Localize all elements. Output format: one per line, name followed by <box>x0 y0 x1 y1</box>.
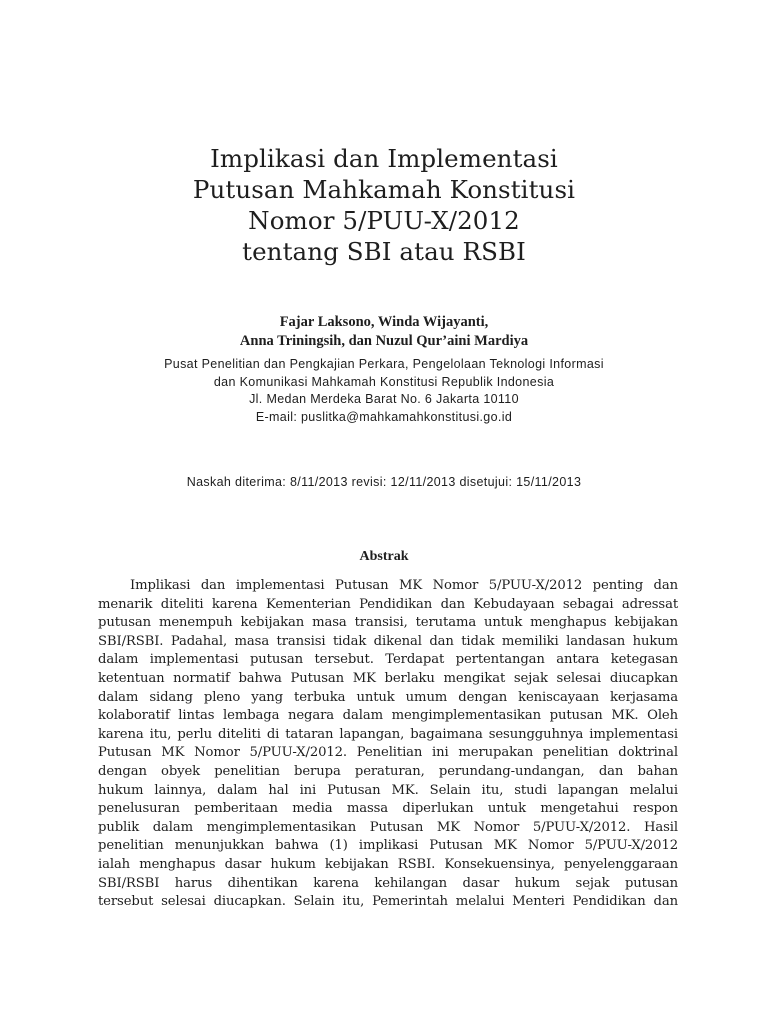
abstract-line: SBI/RSBI. Padahal, masa transisi tidak dikenal dan tidak memiliki landasan hukum <box>98 633 678 649</box>
abstract-line: kolaboratif lintas lembaga negara dalam mengimplementasikan putusan MK. Oleh <box>98 708 678 724</box>
abstract-line: dalam implementasi putusan tersebut. Terdapat pertentangan antara ketegasan <box>98 652 678 668</box>
author-list <box>84 313 684 351</box>
abstract-line: menarik diteliti karena Kementerian Pendidikan dan Kebudayaan sebagai adressat <box>98 596 678 612</box>
article-title <box>84 143 684 267</box>
abstract-line: karena itu, perlu diteliti di tataran lapangan, bagaimana sesungguhnya implementasi <box>98 726 678 742</box>
title-line: tentang SBI atau RSBI <box>242 237 526 266</box>
abstract-line: publik dalam mengimplementasikan Putusan MK Nomor 5/PUU-X/2012. Hasil <box>98 819 678 835</box>
abstract-heading: Abstrak <box>359 549 409 564</box>
abstract-line: Putusan MK Nomor 5/PUU-X/2012. Penelitian ini merupakan penelitian doktrinal <box>98 745 678 761</box>
author-line: Anna Triningsih, dan Nuzul Qur’aini Mardiya <box>239 333 529 349</box>
abstract-line: hukum lainnya, dalam hal ini Putusan MK. Selain itu, studi lapangan melalui <box>98 782 678 798</box>
abstract-line: penelusuran pemberitaan media massa diperlukan untuk mengetahui respon <box>98 801 678 817</box>
affiliation-line: dan Komunikasi Mahkamah Konstitusi Republik Indonesia <box>213 374 555 389</box>
abstract-line: ialah menghapus dasar hukum kebijakan RSBI. Konsekuensinya, penyelenggaraan <box>98 856 678 872</box>
address-line: Jl. Medan Merdeka Barat No. 6 Jakarta 10110 <box>249 392 519 406</box>
abstract-line: dalam sidang pleno yang terbuka untuk umum dengan keniscayaan kerjasama <box>98 689 678 705</box>
abstract-line: dengan obyek penelitian berupa peraturan, perundang-undangan, dan bahan <box>98 763 678 779</box>
abstract-text <box>98 577 678 912</box>
title-line: Nomor 5/PUU-X/2012 <box>248 206 520 235</box>
abstract-line: Implikasi dan implementasi Putusan MK Nomor 5/PUU-X/2012 penting dan <box>130 578 678 593</box>
title-line: Implikasi dan Implementasi <box>210 144 558 173</box>
abstract-line: SBI/RSBI harus dihentikan karena kehilangan dasar hukum sejak putusan <box>98 875 678 891</box>
submission-dates: Naskah diterima: 8/11/2013 revisi: 12/11/2013 disetujui: 15/11/2013 <box>186 475 582 489</box>
author-line: Fajar Laksono, Winda Wijayanti, <box>279 314 489 330</box>
title-line: Putusan Mahkamah Konstitusi <box>192 175 576 204</box>
affiliation-block <box>84 356 684 426</box>
affiliation-line: Pusat Penelitian dan Pengkajian Perkara, Pengelolaan Teknologi Informasi <box>164 357 604 371</box>
email-line: E-mail: puslitka@mahkamahkonstitusi.go.id <box>255 409 513 424</box>
abstract-line: ketentuan normatif bahwa Putusan MK berlaku mengikat sejak selesai diucapkan <box>98 670 678 686</box>
abstract-line: tersebut selesai diucapkan. Selain itu, Pemerintah melalui Menteri Pendidikan dan <box>98 894 678 910</box>
abstract-line: putusan menempuh kebijakan masa transisi, terutama untuk menghapus kebijakan <box>98 615 678 631</box>
abstract-line: penelitian menunjukkan bahwa (1) implikasi Putusan MK Nomor 5/PUU-X/2012 <box>98 838 678 854</box>
